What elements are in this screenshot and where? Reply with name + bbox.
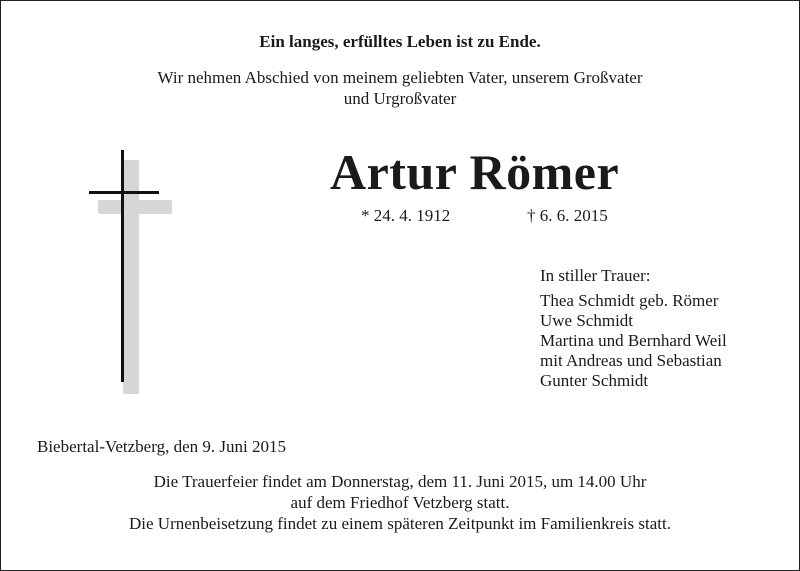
notice-line-2: auf dem Friedhof Vetzberg statt. (290, 493, 510, 512)
intro-line-1: Wir nehmen Abschied von meinem geliebten Vater, unserem Großvater (157, 68, 643, 87)
notice-line-3: Die Urnenbeisetzung findet zu einem späteren Zeitpunkt im Familienkreis statt. (129, 514, 671, 533)
headline: Ein langes, erfülltes Leben ist zu Ende. (259, 32, 541, 51)
birth-date: * 24. 4. 1912 (361, 206, 451, 225)
mourner-name: mit Andreas und Sebastian (540, 351, 722, 370)
place-date: Biebertal-Vetzberg, den 9. Juni 2015 (37, 437, 286, 456)
mourner-name: Martina und Bernhard Weil (540, 331, 727, 350)
intro-text (0, 67, 800, 109)
death-date: † 6. 6. 2015 (527, 206, 608, 225)
cross-line-vertical (121, 150, 124, 382)
intro-line-2: und Urgroßvater (343, 89, 457, 108)
funeral-notice (0, 471, 800, 534)
cross-shadow-horizontal (98, 200, 172, 214)
mourners-heading: In stiller Trauer: (540, 266, 651, 285)
mourners-block (540, 266, 727, 391)
cross-icon (86, 150, 176, 400)
mourner-name: Gunter Schmidt (540, 371, 649, 390)
mourner-name: Thea Schmidt geb. Römer (540, 291, 719, 310)
mourner-name: Uwe Schmidt (540, 311, 634, 330)
cross-line-horizontal (89, 191, 159, 194)
notice-line-1: Die Trauerfeier findet am Donnerstag, dem 11. Juni 2015, um 14.00 Uhr (153, 472, 647, 491)
cross-shadow-vertical (123, 160, 139, 394)
deceased-name: Artur Römer (330, 144, 620, 200)
